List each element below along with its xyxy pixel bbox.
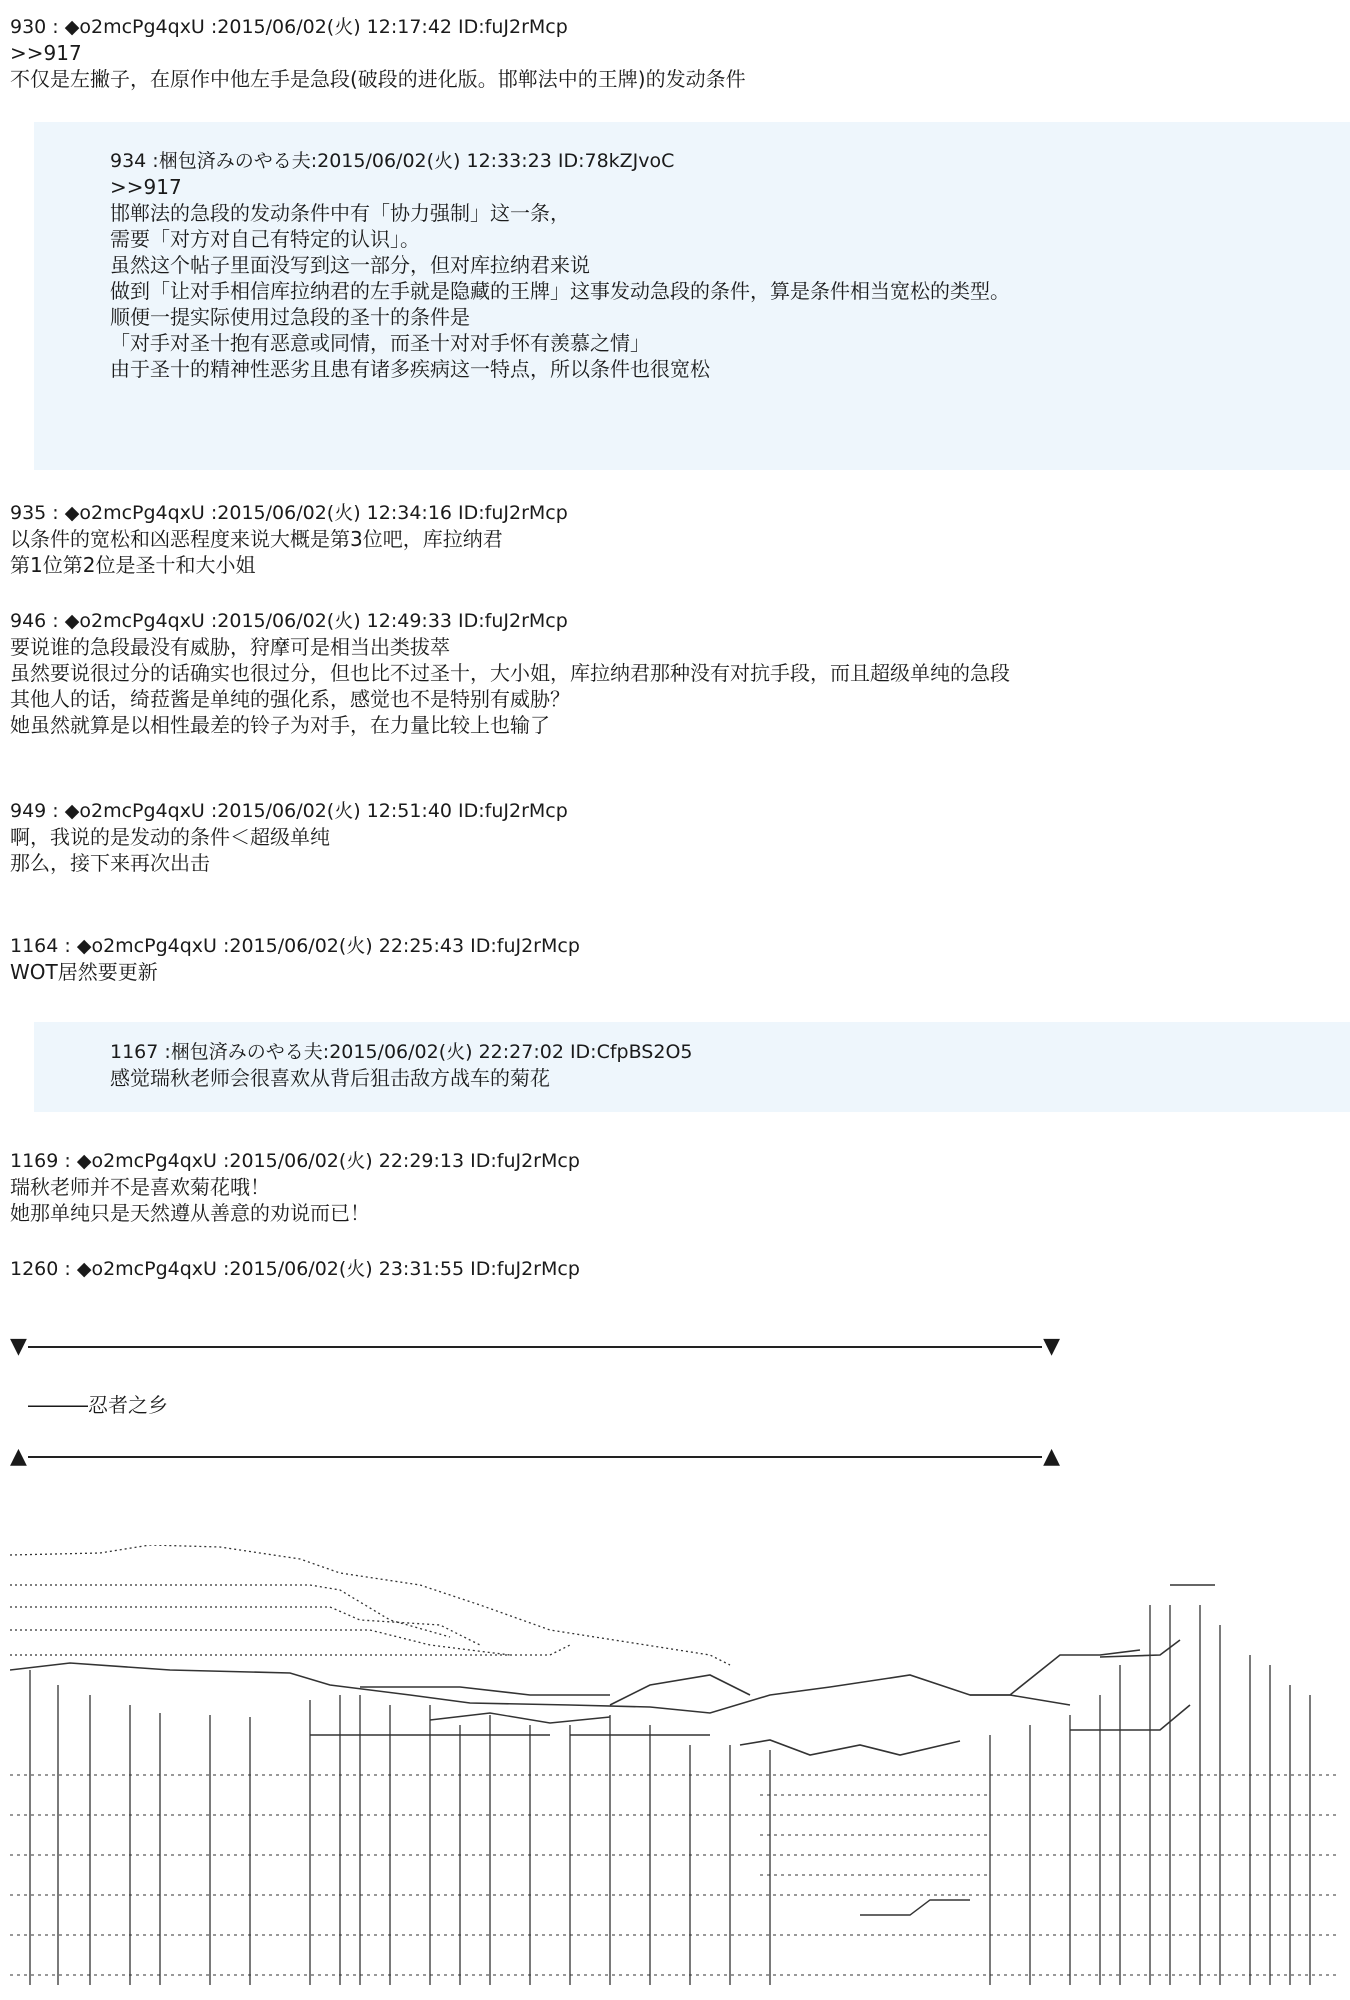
- post-930: [10, 14, 1340, 92]
- post-946: [10, 608, 1340, 738]
- quote-line: 「对手对圣十抱有恶意或同情，而圣十对对手怀有羡慕之情」: [110, 331, 650, 355]
- divider-line: [28, 1346, 1042, 1348]
- triangle-down-icon: ▼: [10, 1334, 27, 1359]
- post-header: 1260 : ◆o2mcPg4qxU :2015/06/02(火) 23:31:55 ID:fuJ2rMcp: [10, 1258, 580, 1280]
- post-line: 要说谁的急段最没有威胁，狩摩可是相当出类拔萃: [10, 635, 450, 659]
- post-1169: [10, 1148, 1340, 1226]
- triangle-down-icon: ▼: [1043, 1334, 1060, 1359]
- scene-divider-bottom: [10, 1442, 1060, 1472]
- post-header: 946 : ◆o2mcPg4qxU :2015/06/02(火) 12:49:33 ID:fuJ2rMcp: [10, 610, 568, 632]
- post-949: [10, 798, 1340, 876]
- quote-line: 虽然这个帖子里面没写到这一部分，但对库拉纳君来说: [110, 253, 590, 277]
- triangle-up-icon: ▲: [1043, 1444, 1060, 1469]
- post-line: 那么，接下来再次出击: [10, 851, 210, 875]
- post-line: 其他人的话，绮菈酱是单纯的强化系，感觉也不是特别有威胁？: [10, 687, 570, 711]
- post-line: 啊，我说的是发动的条件＜超级单纯: [10, 825, 330, 849]
- post-line: 以条件的宽松和凶恶程度来说大概是第3位吧，库拉纳君: [10, 527, 503, 551]
- divider-line: [28, 1456, 1042, 1458]
- quoted-post-934: [34, 122, 1350, 470]
- post-line: 她虽然就算是以相性最差的铃子为对手，在力量比较上也输了: [10, 713, 550, 737]
- triangle-up-icon: ▲: [10, 1444, 27, 1469]
- scene-divider-top: [10, 1332, 1060, 1362]
- quote-line: 邯郸法的急段的发动条件中有「协力强制」这一条，: [110, 201, 570, 225]
- scene-caption: ―――忍者之乡: [28, 1393, 168, 1417]
- post-line: 瑞秋老师并不是喜欢菊花哦！: [10, 1175, 270, 1199]
- post-header: 949 : ◆o2mcPg4qxU :2015/06/02(火) 12:51:40 ID:fuJ2rMcp: [10, 800, 568, 822]
- quote-line[interactable]: >>917: [110, 175, 182, 199]
- post-header: 1164 : ◆o2mcPg4qxU :2015/06/02(火) 22:25:43 ID:fuJ2rMcp: [10, 935, 580, 957]
- post-line: 不仅是左撇子，在原作中他左手是急段(破段的进化版。邯郸法中的王牌)的发动条件: [10, 67, 746, 91]
- post-line: 虽然要说很过分的话确实也很过分，但也比不过圣十，大小姐，库拉纳君那种没有对抗手段，而且超级单纯的急段: [10, 661, 1010, 685]
- quote-line: 由于圣十的精神性恶劣且患有诸多疾病这一特点，所以条件也很宽松: [110, 357, 710, 381]
- post-header: 935 : ◆o2mcPg4qxU :2015/06/02(火) 12:34:16 ID:fuJ2rMcp: [10, 502, 568, 524]
- quote-header: 934 :梱包済みのやる夫:2015/06/02(火) 12:33:23 ID:78kZJvoC: [110, 150, 675, 172]
- quote-header: 1167 :梱包済みのやる夫:2015/06/02(火) 22:27:02 ID:CfpBS2O5: [110, 1041, 693, 1063]
- post-1260: [10, 1256, 1340, 1282]
- quote-line: 做到「让对手相信库拉纳君的左手就是隐藏的王牌」这事发动急段的条件，算是条件相当宽松的类型。: [110, 279, 1010, 303]
- post-header: 930 : ◆o2mcPg4qxU :2015/06/02(火) 12:17:42 ID:fuJ2rMcp: [10, 16, 568, 38]
- post-header: 1169 : ◆o2mcPg4qxU :2015/06/02(火) 22:29:13 ID:fuJ2rMcp: [10, 1150, 580, 1172]
- post-line[interactable]: >>917: [10, 41, 82, 65]
- quote-line: 需要「对方对自己有特定的认识」。: [110, 227, 420, 251]
- quote-line: 感觉瑞秋老师会很喜欢从背后狙击敌方战车的菊花: [110, 1066, 550, 1090]
- quoted-post-1167: [34, 1022, 1350, 1112]
- post-1164: [10, 933, 1340, 985]
- post-line: WOT居然要更新: [10, 960, 158, 984]
- ascii-art-village-landscape: [10, 1545, 1340, 1997]
- post-line: 她那单纯只是天然遵从善意的劝说而已！: [10, 1201, 370, 1225]
- quote-line: 顺便一提实际使用过急段的圣十的条件是: [110, 305, 470, 329]
- post-935: [10, 500, 1340, 578]
- post-line: 第1位第2位是圣十和大小姐: [10, 553, 256, 577]
